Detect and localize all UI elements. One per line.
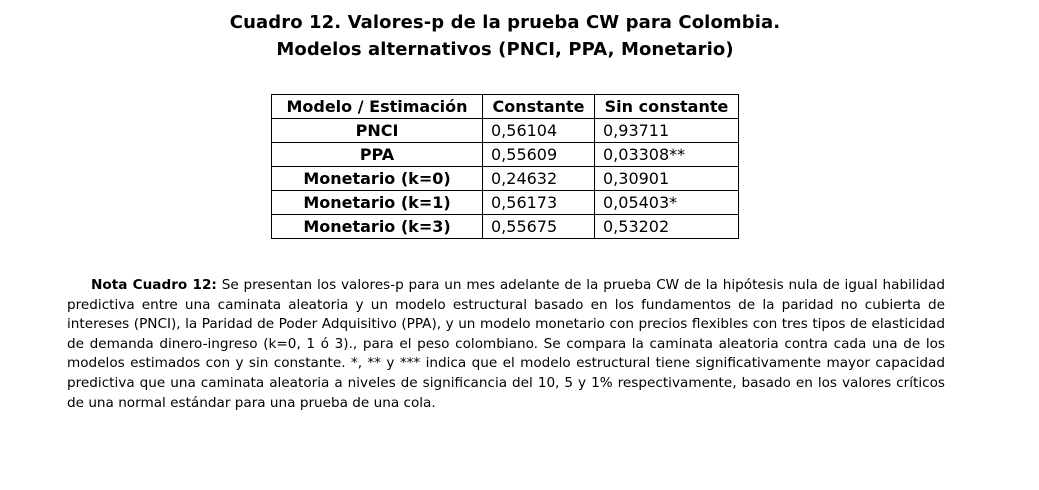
model-name-cell: Monetario (k=0) (272, 167, 483, 191)
model-name-cell: Monetario (k=3) (272, 215, 483, 239)
column-header-constante: Constante (483, 95, 595, 119)
constante-cell: 0,55609 (483, 143, 595, 167)
table-row (272, 167, 739, 191)
note-text: Se presentan los valores-p para un mes adelante de la prueba CW de la hipótesis nula de igual habilidad predictiva entre una caminata aleatoria y un modelo estructural basado en los fundamentos de la paridad no cubierta de intereses (PNCI), la Paridad de Poder Adquisitivo (PPA), y un modelo monetario con precios flexibles con tres tipos de elasticidad de demanda dinero-ingreso (k=0, 1 ó 3)., para el peso colombiano. Se compara la caminata aleatoria contra cada una de los modelos estimados con y sin constante. *, ** y *** indica que el modelo estructural tiene significativamente mayor capacidad predictiva que una caminata aleatoria a niveles de significancia del 10, 5 y 1% respectivamente, basado en los valores críticos de una normal estándar para una prueba de una cola. (67, 277, 945, 411)
results-table (271, 94, 739, 239)
sin-constante-cell: 0,03308** (595, 143, 739, 167)
column-header-model: Modelo / Estimación (272, 95, 483, 119)
constante-cell: 0,55675 (483, 215, 595, 239)
sin-constante-cell: 0,53202 (595, 215, 739, 239)
note-label: Nota Cuadro 12: (91, 277, 217, 293)
table-note (67, 276, 945, 413)
table-subtitle: Modelos alternativos (PNCI, PPA, Monetario) (276, 39, 734, 60)
table-row (272, 215, 739, 239)
table-row (272, 143, 739, 167)
sin-constante-cell: 0,93711 (595, 119, 739, 143)
table-row (272, 119, 739, 143)
model-name-cell: PPA (272, 143, 483, 167)
table-header-row (272, 95, 739, 119)
table-row (272, 191, 739, 215)
constante-cell: 0,56104 (483, 119, 595, 143)
model-name-cell: PNCI (272, 119, 483, 143)
model-name-cell: Monetario (k=1) (272, 191, 483, 215)
sin-constante-cell: 0,05403* (595, 191, 739, 215)
sin-constante-cell: 0,30901 (595, 167, 739, 191)
constante-cell: 0,24632 (483, 167, 595, 191)
column-header-sin-constante: Sin constante (595, 95, 739, 119)
table-title: Cuadro 12. Valores-p de la prueba CW para Colombia. (229, 12, 781, 33)
constante-cell: 0,56173 (483, 191, 595, 215)
